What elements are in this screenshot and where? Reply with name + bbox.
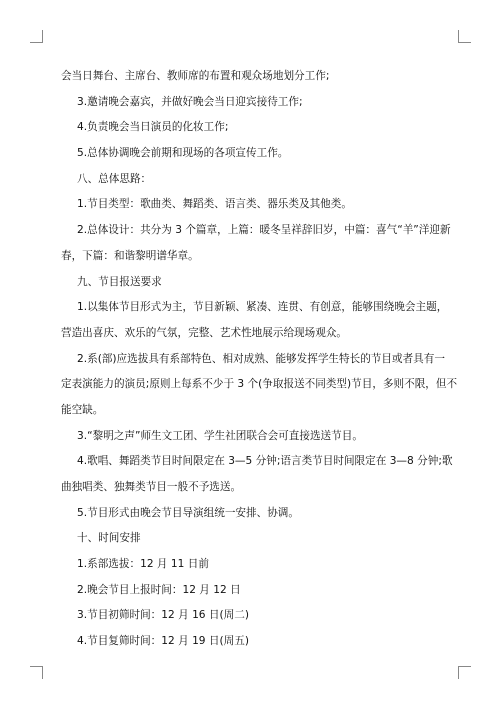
text-line: 3.“黎明之声”师生文工团、学生社团联合会可直接选送节目。 (77, 429, 363, 442)
crop-mark-bottom-left (30, 666, 43, 679)
text-line: 2.系(部)应选拔具有系部特色、相对成熟、能够发挥学生特长的节目或者具有一 (77, 352, 445, 365)
text-line: 1.节目类型：歌曲类、舞蹈类、语言类、器乐类及其他类。 (77, 198, 352, 211)
text-line: 5.总体协调晚会前期和现场的各项宣传工作。 (77, 147, 289, 160)
text-line: 八、总体思路： (77, 172, 152, 185)
text-line: 曲独唱类、独舞类节目一般不予选送。 (61, 481, 242, 493)
text-line: 定表演能力的演员;原则上每系不少于 3 个(争取报送不同类型)节目，多则不限，但不 (61, 378, 458, 391)
text-line: 2.总体设计：共分为 3 个篇章，上篇：暖冬呈祥辞旧岁，中篇：喜气“羊”洋迎新 (77, 224, 451, 237)
text-line: 营造出喜庆、欢乐的气氛，完整、艺术性地展示给现场观众。 (61, 326, 348, 339)
text-line: 4.负责晚会当日演员的化妆工作; (77, 121, 229, 134)
text-line: 十、时间安排 (77, 532, 141, 545)
text-line: 5.节目形式由晚会节目导演组统一安排、协调。 (77, 506, 299, 519)
crop-mark-bottom-right (458, 666, 471, 679)
crop-mark-top-left (30, 30, 43, 43)
text-line: 4.节目复筛时间：12 月 19 日(周五) (77, 635, 249, 648)
document-body (61, 64, 458, 655)
text-line: 春，下篇：和谐黎明谱华章。 (61, 249, 199, 262)
text-line: 1.以集体节目形式为主，节目新颖、紧凑、连贯、有创意，能够围绕晚会主题， (77, 301, 448, 314)
text-line: 能空缺。 (61, 403, 104, 416)
text-line: 3.邀请晚会嘉宾，并做好晚会当日迎宾接待工作; (77, 95, 303, 108)
crop-mark-top-right (458, 30, 471, 43)
text-line: 2.晚会节目上报时间：12 月 12 日 (77, 583, 241, 596)
text-line: 1.系部选拔：12 月 11 日前 (77, 558, 209, 571)
text-line: 3.节目初筛时间：12 月 16 日(周二) (77, 609, 249, 622)
text-line: 会当日舞台、主席台、教师席的布置和观众场地划分工作; (61, 70, 330, 82)
text-line: 4.歌唱、舞蹈类节目时间限定在 3—5 分钟;语言类节目时间限定在 3—8 分钟;歌 (77, 455, 453, 468)
text-line: 九、节目报送要求 (77, 275, 162, 288)
